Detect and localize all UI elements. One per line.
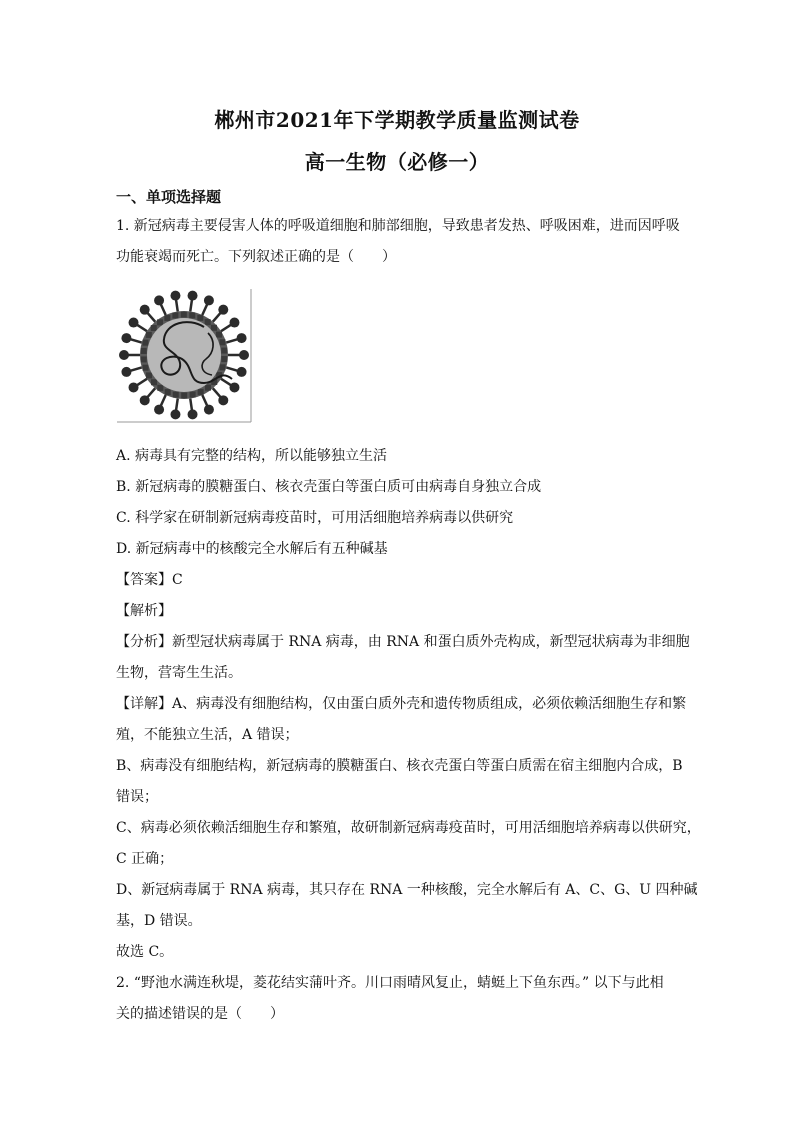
spike-head: [121, 333, 131, 343]
membrane-protein: [197, 315, 203, 321]
spike-head: [188, 291, 198, 301]
membrane-protein: [142, 340, 148, 346]
spike-head: [170, 409, 180, 419]
spike-stalk: [213, 388, 221, 397]
answer-value: C: [172, 572, 183, 588]
detail-c-line2: C 正确；: [116, 851, 174, 867]
conclusion: 故选 C。: [116, 944, 174, 960]
spike-stalk: [176, 300, 178, 312]
spike-stalk: [147, 388, 155, 397]
fenxi-text1: 新型冠状病毒属于 RNA 病毒，由 RNA 和蛋白质外壳构成，新型冠状病毒为非细胞: [172, 634, 690, 650]
spike-stalk: [137, 379, 147, 385]
spike-stalk: [221, 379, 231, 385]
q1-option-a: A. 病毒具有完整的结构，所以能够独立生活: [116, 448, 388, 464]
section-heading: 一、单项选择题: [116, 188, 222, 206]
membrane-protein: [151, 325, 157, 331]
detail-b-line2: 错误；: [116, 789, 158, 805]
detail-a-line2: 殖，不能独立生活，A 错误；: [116, 727, 299, 743]
membrane-protein: [216, 332, 222, 338]
membrane-protein: [151, 379, 157, 385]
membrane-protein: [173, 392, 179, 398]
membrane-protein: [205, 385, 211, 391]
spike-stalk: [190, 399, 192, 411]
spike-head: [129, 318, 139, 328]
spike-stalk: [226, 339, 238, 342]
spike-stalk: [202, 304, 207, 315]
spike-head: [218, 395, 228, 405]
membrane-protein: [189, 312, 195, 318]
spike-head: [188, 409, 198, 419]
spike-stalk: [176, 399, 178, 411]
detail-d-line1: D、新冠病毒属于 RNA 病毒，其只存在 RNA 一种核酸，完全水解后有 A、C、G、U 四种碱: [116, 882, 698, 898]
spike-head: [237, 367, 247, 377]
spike-stalk: [221, 325, 231, 331]
spike-stalk: [137, 325, 147, 331]
analysis-label: 【解析】: [116, 603, 172, 619]
answer-line: [116, 570, 183, 590]
q1-option-b: B. 新冠病毒的膜糖蛋白、核衣壳蛋白等蛋白质可由病毒自身独立合成: [116, 479, 542, 495]
detail-a-text1: A、病毒没有细胞结构，仅由蛋白质外壳和遗传物质组成，必须依赖活细胞生存和繁: [172, 696, 687, 712]
spike-stalk: [213, 313, 221, 322]
membrane-protein: [146, 372, 152, 378]
membrane-protein: [205, 319, 211, 325]
membrane-protein: [172, 312, 178, 318]
membrane-protein: [221, 356, 227, 362]
spike-stalk: [130, 367, 142, 370]
spike-stalk: [161, 395, 166, 406]
spike-stalk: [190, 300, 192, 312]
coronavirus-diagram-icon: [116, 289, 252, 423]
spike-head: [218, 305, 228, 315]
spike-head: [229, 318, 239, 328]
membrane-protein: [143, 365, 149, 371]
spike-stalk: [226, 367, 238, 370]
detail-a-line1: [116, 694, 686, 714]
membrane-protein: [221, 348, 227, 354]
q1-option-d: D. 新冠病毒中的核酸完全水解后有五种碱基: [116, 541, 388, 557]
membrane-protein: [165, 389, 171, 395]
detail-label: 【详解】: [116, 696, 172, 712]
spike-stalk: [202, 395, 207, 406]
membrane-protein: [164, 315, 170, 321]
spike-head: [140, 395, 150, 405]
spike-head: [204, 405, 214, 415]
q2-stem-line2: 关的描述错误的是（ ）: [116, 1006, 284, 1022]
membrane-protein: [157, 319, 163, 325]
spike-stalk: [161, 304, 166, 315]
q2-stem-line1: 2. “野池水满连秋堤，菱花结实蒲叶齐。川口雨晴风复止，蜻蜓上下鱼东西。” 以下与此相: [116, 975, 664, 991]
spike-head: [121, 367, 131, 377]
membrane-protein: [211, 325, 217, 331]
spike-head: [119, 350, 129, 360]
fenxi-label: 【分析】: [116, 634, 172, 650]
spike-head: [229, 382, 239, 392]
answer-label: 【答案】: [116, 572, 172, 588]
spike-head: [237, 333, 247, 343]
fenxi-line2: 生物，营寄生生活。: [116, 665, 242, 681]
spike-stalk: [130, 339, 142, 342]
membrane-protein: [141, 356, 147, 362]
q1-option-c: C. 科学家在研制新冠病毒疫苗时，可用活细胞培养病毒以供研究: [116, 510, 514, 526]
fenxi-line1: [116, 632, 690, 652]
q1-stem-line2: 功能衰竭而死亡。下列叙述正确的是（ ）: [116, 249, 396, 265]
spike-head: [170, 291, 180, 301]
membrane-protein: [157, 385, 163, 391]
page-title: 郴州市2021年下学期教学质量监测试卷: [214, 108, 580, 132]
membrane-protein: [181, 312, 187, 318]
membrane-protein: [190, 392, 196, 398]
membrane-protein: [220, 364, 226, 370]
spike-head: [154, 405, 164, 415]
membrane-protein: [181, 392, 187, 398]
spike-head: [129, 382, 139, 392]
spike-stalk: [147, 313, 155, 322]
spike-head: [204, 295, 214, 305]
detail-b-line1: B、病毒没有细胞结构，新冠病毒的膜糖蛋白、核衣壳蛋白等蛋白质需在宿主细胞内合成，B: [116, 758, 683, 774]
spike-head: [140, 305, 150, 315]
page-subtitle: 高一生物（必修一）: [304, 150, 490, 174]
membrane-protein: [146, 332, 152, 338]
detail-c-line1: C、病毒必须依赖活细胞生存和繁殖，故研制新冠病毒疫苗时，可用活细胞培养病毒以供研究，: [116, 820, 701, 836]
membrane-protein: [141, 348, 147, 354]
membrane-protein: [198, 389, 204, 395]
q1-stem-line1: 1. 新冠病毒主要侵害人体的呼吸道细胞和肺部细胞，导致患者发热、呼吸困难，进而因呼吸: [116, 218, 680, 234]
detail-d-line2: 基，D 错误。: [116, 913, 202, 929]
spike-head: [239, 350, 249, 360]
spike-head: [154, 295, 164, 305]
membrane-protein: [219, 339, 225, 345]
